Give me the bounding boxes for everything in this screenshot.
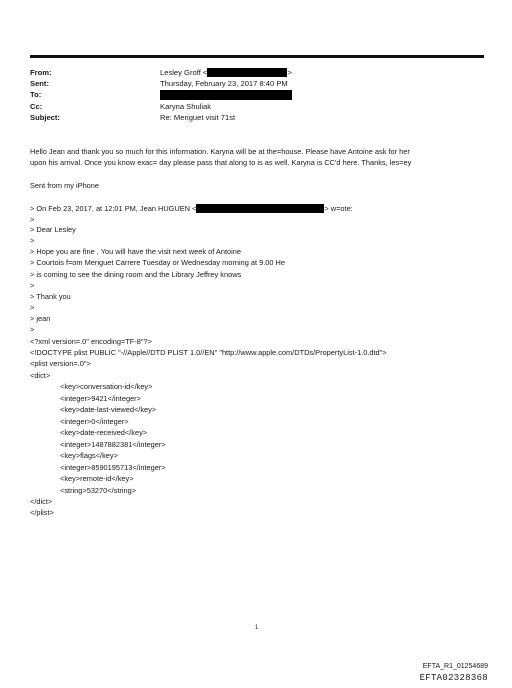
subject-value: Re: Meriguet visit 71st [160,113,236,122]
redaction-block [160,90,292,100]
top-divider [30,55,484,58]
sent-label: Sent: [30,79,49,88]
signature-line: Sent from my iPhone [30,181,100,190]
plist-entry: <key>date-received</key> [60,428,148,437]
message-line: upon his arrival. Once you know exac= day please pass that along to is as well. Karyna is CC'd here. Thanks, les=ey [30,158,412,167]
plist-entry: <key>flags</key> [60,451,118,460]
quoted-line: > [30,303,35,312]
plist-entry: <key>conversation-id</key> [60,382,153,391]
from-value: Lesley Groff < > [160,68,292,77]
cc-value: Karyna Shuliak [160,102,212,111]
page-number: 1 [255,625,259,631]
plist-entry: <key>remote-id</key> [60,474,134,483]
to-label: To: [30,90,42,99]
quoted-line: > [30,325,35,334]
bates-stamp-large: EFTA02328368 [419,673,488,683]
plist-entry: <integer>8590195713</integer> [60,463,166,472]
plist-line: <dict> [30,371,51,380]
plist-line: <?xml version=.0" encoding=TF-8"?> [30,337,152,346]
plist-entry: <integer>0</integer> [60,417,129,426]
redaction-block [207,68,287,77]
quoted-attribution-line: > On Feb 23, 2017, at 12:01 PM, Jean HUGUEN < > w=ote: [30,204,353,213]
plist-line: <plist version=.0"> [30,359,91,368]
bates-stamp-small: EFTA_R1_01254689 [422,663,488,670]
quoted-line: > Courtois f=om Meriguet Carrere Tuesday or Wednesday morning at 9.00 He [30,258,285,267]
quoted-line: > is coming to see the dining room and the Library Jeffrey knows [30,270,242,279]
sent-value: Thursday, February 23, 2017 8:40 PM [160,79,288,88]
to-value [160,90,292,100]
plist-line: <!DOCTYPE plist PUBLIC "-//Apple//DTD PLIST 1.0//EN" "http://www.apple.com/DTDs/PropertyList-1.0.dtd"> [30,348,387,357]
from-label: From: [30,68,52,77]
plist-entry: <integer>9421</integer> [60,394,141,403]
quoted-line: > [30,281,35,290]
cc-label: Cc: [30,102,43,111]
subject-label: Subject: [30,113,60,122]
quoted-line: > Dear Lesley [30,225,76,234]
plist-line: </dict> [30,497,53,506]
quoted-line: > [30,236,35,245]
quoted-line: > Thank you [30,292,71,301]
plist-entry: <string>53270</string> [60,486,137,495]
redaction-block [196,204,324,213]
plist-entry: <key>date-last-viewed</key> [60,405,157,414]
plist-line: </plist> [30,508,54,517]
message-line: Hello Jean and thank you so much for this information. Karyna will be at the=house. Please have Antoine ask for her [30,147,410,156]
quoted-line: > [30,215,35,224]
quoted-line: > jean [30,314,51,323]
quoted-line: > Hope you are fine , You will have the visit next week of Antoine [30,247,241,256]
plist-entry: <integer>1487882381</integer> [60,440,166,449]
